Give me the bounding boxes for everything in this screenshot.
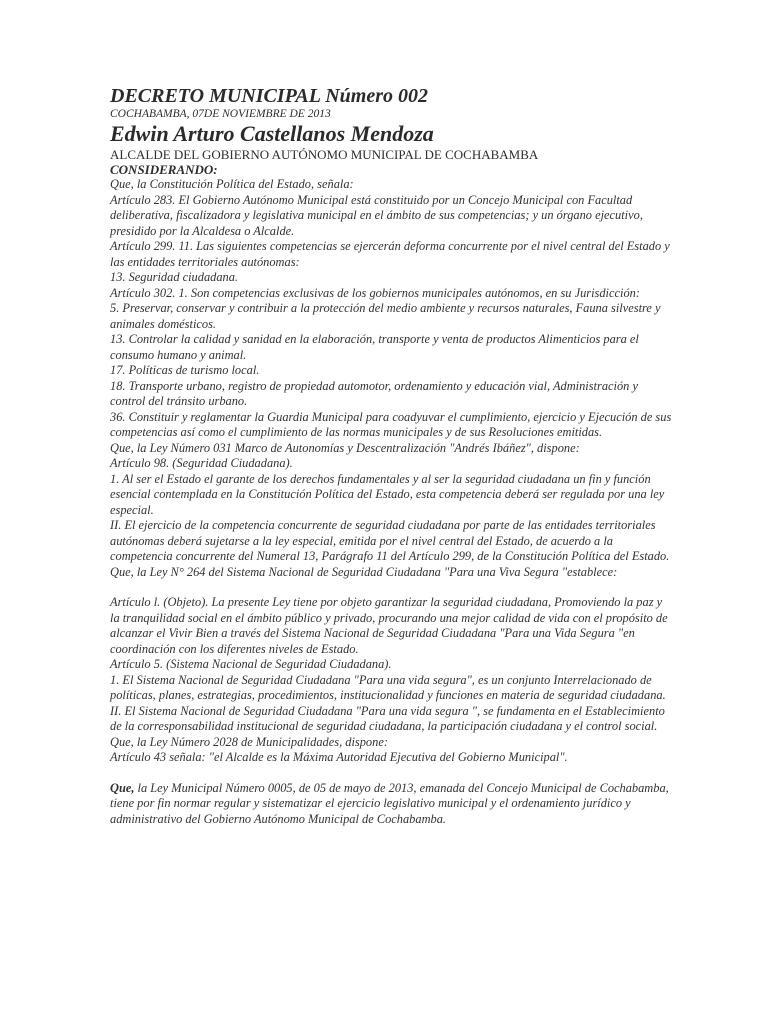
- mayor-office: ALCALDE DEL GOBIERNO AUTÓNOMO MUNICIPAL DE COCHABAMBA: [110, 147, 539, 162]
- section-gap: [110, 766, 672, 781]
- considerando-body: [110, 177, 672, 827]
- paragraph: Artículo 5. (Sistema Nacional de Seguridad Ciudadana).: [110, 657, 392, 671]
- section-law-264: [110, 595, 672, 766]
- paragraph: II. El Sistema Nacional de Seguridad Ciudadana "Para una vida segura ", se fundamenta en el Establecimiento de la corresponsabilidad institucional de seguridad ciudadana, la participación ciudadana y el control social.: [110, 703, 665, 733]
- paragraph: 18. Transporte urbano, registro de propiedad automotor, ordenamiento y educación vial, Administración y control del tránsito urbano.: [110, 378, 638, 408]
- paragraph: II. El ejercicio de la competencia concurrente de seguridad ciudadana por parte de las entidades territoriales autónomas deberá sujetarse a la ley especial, emitida por el nivel central del Estado, de acuerdo a la competencia concurrente del Numeral 13, Parágrafo 11 del Artículo 299, de la Constitución Política del Estado.: [110, 518, 670, 563]
- section-constitution: [110, 177, 672, 580]
- paragraph: Que, la Ley Número 2028 de Municipalidades, dispone:: [110, 734, 388, 749]
- paragraph-law-0005: [110, 781, 672, 828]
- paragraph: Artículo 302. 1. Son competencias exclusivas de los gobiernos municipales autónomos, en su Jurisdicción:: [110, 285, 640, 300]
- paragraph: 13. Controlar la calidad y sanidad en la elaboración, transporte y venta de productos Alimenticios para el consumo humano y animal.: [110, 332, 639, 362]
- paragraph-text: la Ley Municipal Número 0005, de 05 de mayo de 2013, emanada del Concejo Municipal de Cochabamba, tiene por fin normar regular y sistematizar el ejercicio legislativo municipal y el ordenamiento jurídico y administrativo del Gobierno Autónomo Municipal de Cochabamba.: [110, 780, 669, 826]
- paragraph: 1. Al ser el Estado el garante de los derechos fundamentales y al ser la seguridad ciudadana un fin y función esencial contemplada en la Constitución Política del Estado, esta competencia deberá ser regulada por una ley especial.: [110, 471, 665, 517]
- mayor-name: Edwin Arturo Castellanos Mendoza: [110, 121, 434, 146]
- paragraph: Que, la Ley Número 031 Marco de Autonomías y Descentralización "Andrés Ibáñez", dispone:: [110, 440, 580, 455]
- paragraph: Artículo 98. (Seguridad Ciudadana).: [110, 456, 293, 470]
- paragraph: 5. Preservar, conservar y contribuir a la protección del medio ambiente y recursos naturales, Fauna silvestre y animales domésticos.: [110, 301, 661, 331]
- paragraph: 17. Políticas de turismo local.: [110, 363, 260, 377]
- paragraph: Que, la Ley N° 264 del Sistema Nacional de Seguridad Ciudadana "Para una Viva Segura "establece:: [110, 564, 618, 579]
- paragraph: 1. El Sistema Nacional de Seguridad Ciudadana "Para una vida segura", es un conjunto Interrelacionado de políticas, planes, estrategias, procedimientos, institucionalidad y funciones en materia de seguridad ciudadana.: [110, 672, 666, 702]
- paragraph-lead: Que,: [110, 780, 135, 795]
- paragraph: Artículo 283. El Gobierno Autónomo Municipal está constituido por un Concejo Municipal con Facultad deliberativa, fiscalizadora y legislativa municipal en el ámbito de sus competencias; y un órgano ejecutivo, presidido por la Alcaldesa o Alcalde.: [110, 192, 643, 238]
- paragraph: Artículo 299. 11. Las siguientes competencias se ejercerán deforma concurrente por el nivel central del Estado y las entidades territoriales autónomas:: [110, 239, 670, 269]
- paragraph: Artículo l. (Objeto). La presente Ley tiene por objeto garantizar la seguridad ciudadana, Promoviendo la paz y la tranquilidad social en el ámbito público y privado, procurando una mejor calidad de vida con el propósito de alcanzar el Vivir Bien a través del Sistema Nacional de Seguridad Ciudadana "Para una Vida Segura "en coordinación con los diferentes niveles de Estado.: [110, 595, 668, 656]
- paragraph: Artículo 43 señala: "el Alcalde es la Máxima Autoridad Ejecutiva del Gobierno Municipal".: [110, 750, 568, 764]
- considerando-heading: CONSIDERANDO:: [110, 162, 218, 177]
- decree-date: COCHABAMBA, 07DE NOVIEMBRE DE 2013: [110, 108, 331, 120]
- section-gap: [110, 580, 672, 595]
- paragraph: 13. Seguridad ciudadana.: [110, 270, 239, 284]
- paragraph: Que, la Constitución Política del Estado, señala:: [110, 177, 354, 191]
- paragraph: 36. Constituir y reglamentar la Guardia Municipal para coadyuvar el cumplimiento, ejercicio y Ejecución de sus competencias así como el cumplimiento de las normas municipales y de sus Resoluciones emitidas.: [110, 409, 672, 439]
- decree-title: DECRETO MUNICIPAL Número 002: [110, 85, 429, 107]
